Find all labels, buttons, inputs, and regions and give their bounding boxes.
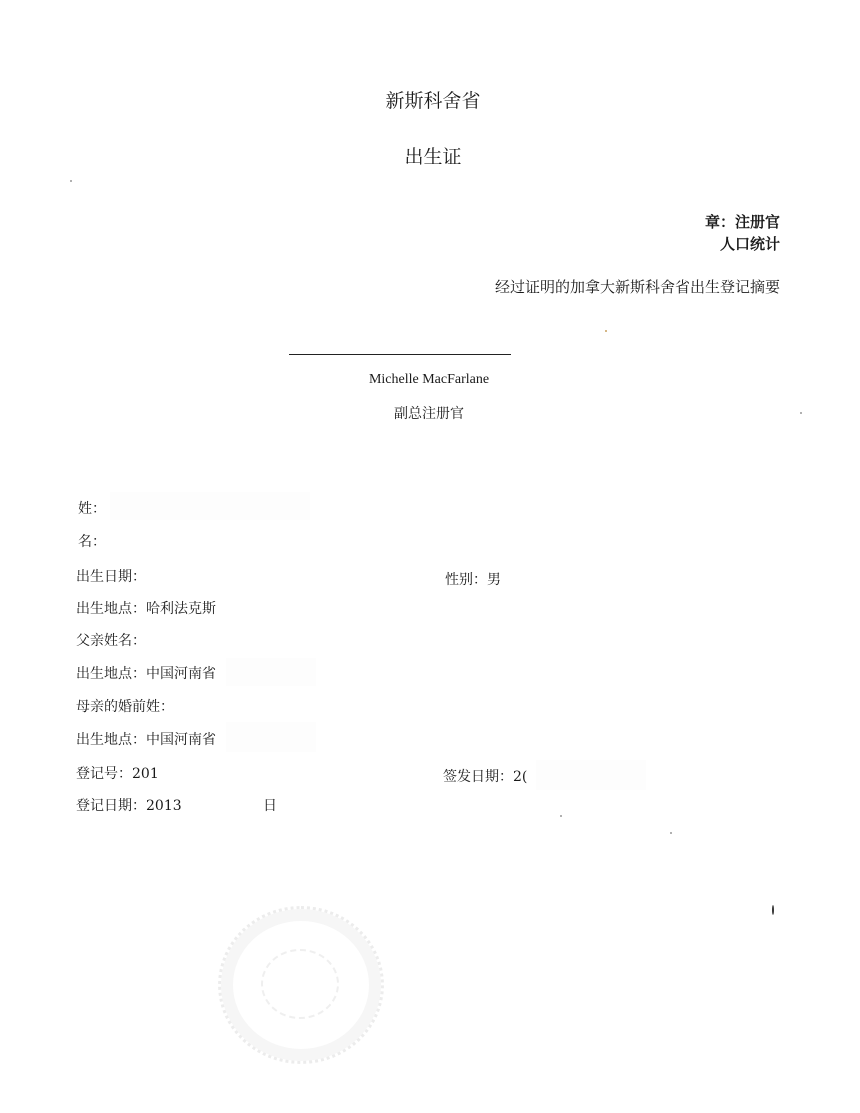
issue-date-value: 2( [513,769,528,785]
sex-value: 男 [487,572,501,588]
signature-line [289,354,511,355]
father-birth-place-label: 出生地点： [76,666,146,682]
father-birth-place-field [76,663,216,683]
redaction-box [226,722,316,752]
scan-speck [670,832,672,834]
signatory-title: 副总注册官 [394,406,464,422]
registration-number-label: 登记号： [76,766,132,782]
scan-speck [605,330,607,332]
birth-date-label: 出生日期： [76,569,146,585]
scan-speck [800,412,802,414]
scan-speck [560,815,562,817]
mother-birth-place-value: 中国河南省 [146,732,216,748]
redaction-box [226,658,316,686]
redaction-box [536,760,646,790]
signatory-name: Michelle MacFarlane [368,372,490,387]
scan-mark [772,905,774,915]
embossed-seal [218,906,384,1064]
registration-number-field [76,763,159,783]
mother-maiden-name-label: 母亲的婚前姓： [76,699,174,715]
mother-birth-place-field [76,729,216,749]
certificate-title: 出生证 [404,146,462,168]
registration-date-field [76,795,182,815]
surname-label: 姓： [78,501,106,517]
birth-place-field [76,598,216,618]
scan-speck [70,180,72,182]
abstract-statement: 经过证明的加拿大新斯科舍省出生登记摘要 [494,278,780,296]
seal-line-vital-stats: 人口统计 [719,235,780,253]
sex-label: 性别： [445,572,487,588]
redaction-box [110,492,310,520]
seal-line-registrar: 章：注册官 [704,213,780,231]
registration-number-value: 201 [132,766,159,782]
embossed-seal-center [261,949,339,1019]
birth-place-value: 哈利法克斯 [146,601,216,617]
registration-date-label: 登记日期： [76,798,146,814]
issue-date-field [443,766,527,786]
province-heading: 新斯科舍省 [385,90,481,112]
sex-field [445,569,501,589]
birth-place-label: 出生地点： [76,601,146,617]
registration-date-day-suffix: 日 [263,798,277,814]
father-name-label: 父亲姓名： [76,633,146,649]
mother-birth-place-label: 出生地点： [76,732,146,748]
seal-label [705,211,780,255]
given-name-label: 名： [78,534,106,550]
issue-date-label: 签发日期： [443,769,513,785]
registration-date-value: 2013 [146,798,182,814]
father-birth-place-value: 中国河南省 [146,666,216,682]
